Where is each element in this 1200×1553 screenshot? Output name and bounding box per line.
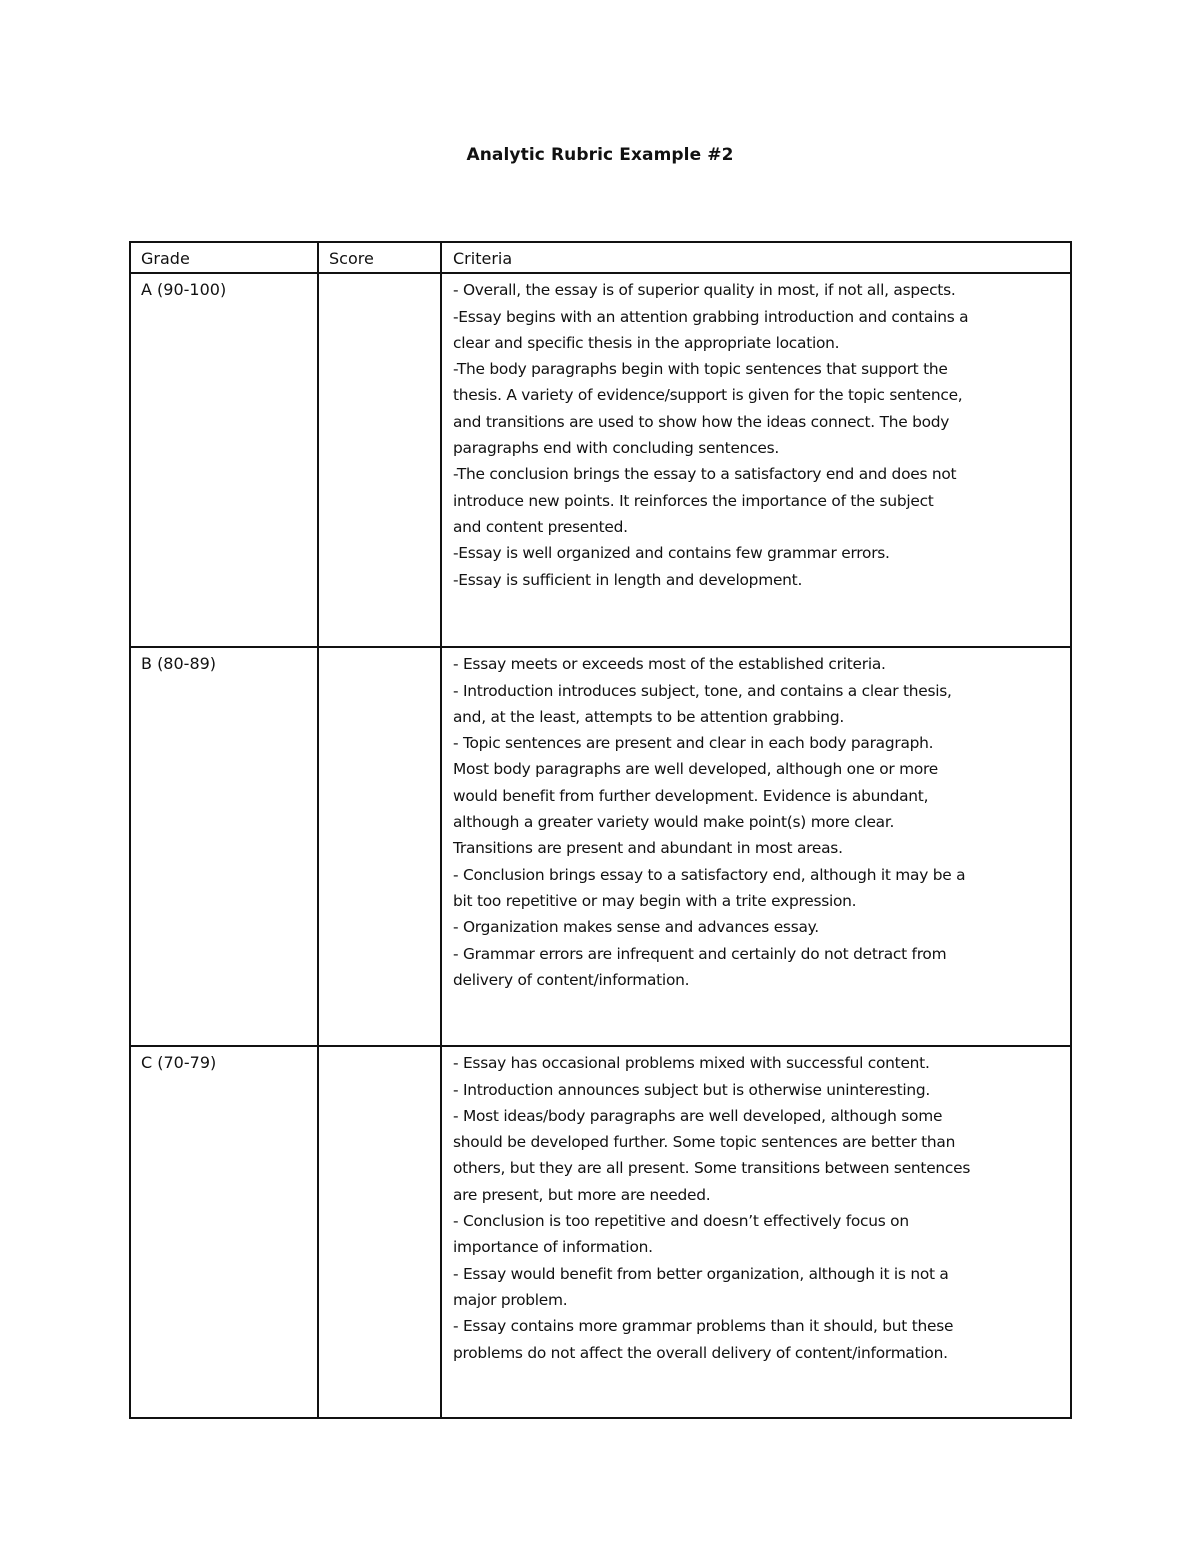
criteria-cell [441,1046,1071,1418]
criteria-line: should be developed further. Some topic sentences are better than [453,1133,956,1152]
rubric-table [129,241,1072,1419]
criteria-line: - Essay meets or exceeds most of the established criteria. [453,655,886,674]
score-cell [318,647,441,1046]
criteria-line: and, at the least, attempts to be attention grabbing. [453,707,845,726]
criteria-line: -Essay begins with an attention grabbing introduction and contains a [453,307,969,326]
criteria-line: - Introduction announces subject but is otherwise uninteresting. [453,1080,931,1099]
header-grade: Grade [130,242,318,273]
table-row [130,273,1071,647]
table-row [130,647,1071,1046]
criteria-line: Most body paragraphs are well developed, although one or more [453,760,938,779]
criteria-line: clear and specific thesis in the appropriate location. [453,333,840,352]
table-header-row [130,242,1071,273]
criteria-line: - Grammar errors are infrequent and certainly do not detract from [453,944,947,963]
grade-cell: A (90-100) [130,273,318,647]
page-title: Analytic Rubric Example #2 [466,145,734,165]
criteria-line: -Essay is well organized and contains few grammar errors. [453,544,890,563]
criteria-line: delivery of content/information. [453,970,690,989]
criteria-line: and transitions are used to show how the ideas connect. The body [453,412,950,431]
score-cell [318,273,441,647]
criteria-line: although a greater variety would make point(s) more clear. [453,813,895,832]
criteria-line: introduce new points. It reinforces the importance of the subject [453,491,934,510]
criteria-cell [441,273,1071,647]
criteria-line: - Essay would benefit from better organization, although it is not a [453,1264,949,1283]
criteria-line: - Conclusion is too repetitive and doesn’t effectively focus on [453,1212,909,1231]
criteria-line: importance of information. [453,1238,653,1257]
criteria-line: would benefit from further development. Evidence is abundant, [453,786,929,805]
criteria-line: -Essay is sufficient in length and development. [453,570,803,589]
criteria-line: and content presented. [453,517,628,536]
criteria-line: - Most ideas/body paragraphs are well developed, although some [453,1106,943,1125]
header-criteria: Criteria [441,242,1071,273]
criteria-line: thesis. A variety of evidence/support is given for the topic sentence, [453,386,963,405]
criteria-line: - Essay contains more grammar problems than it should, but these [453,1317,954,1336]
criteria-line: others, but they are all present. Some transitions between sentences [453,1159,971,1178]
grade-cell: C (70-79) [130,1046,318,1418]
criteria-line: - Essay has occasional problems mixed with successful content. [453,1054,930,1073]
criteria-line: - Introduction introduces subject, tone, and contains a clear thesis, [453,681,952,700]
header-score: Score [318,242,441,273]
table-row [130,1046,1071,1418]
criteria-cell [441,647,1071,1046]
criteria-line: -The body paragraphs begin with topic sentences that support the [453,360,948,379]
grade-cell: B (80-89) [130,647,318,1046]
criteria-line: Transitions are present and abundant in most areas. [453,839,843,858]
score-cell [318,1046,441,1418]
criteria-line: - Topic sentences are present and clear in each body paragraph. [453,734,934,753]
criteria-line: major problem. [453,1290,568,1309]
criteria-line: bit too repetitive or may begin with a trite expression. [453,891,857,910]
criteria-line: paragraphs end with concluding sentences. [453,439,780,458]
criteria-line: problems do not affect the overall delivery of content/information. [453,1343,948,1362]
criteria-line: - Conclusion brings essay to a satisfactory end, although it may be a [453,865,966,884]
criteria-line: - Organization makes sense and advances essay. [453,918,819,937]
criteria-line: -The conclusion brings the essay to a satisfactory end and does not [453,465,957,484]
criteria-line: - Overall, the essay is of superior quality in most, if not all, aspects. [453,281,956,300]
criteria-line: are present, but more are needed. [453,1185,711,1204]
